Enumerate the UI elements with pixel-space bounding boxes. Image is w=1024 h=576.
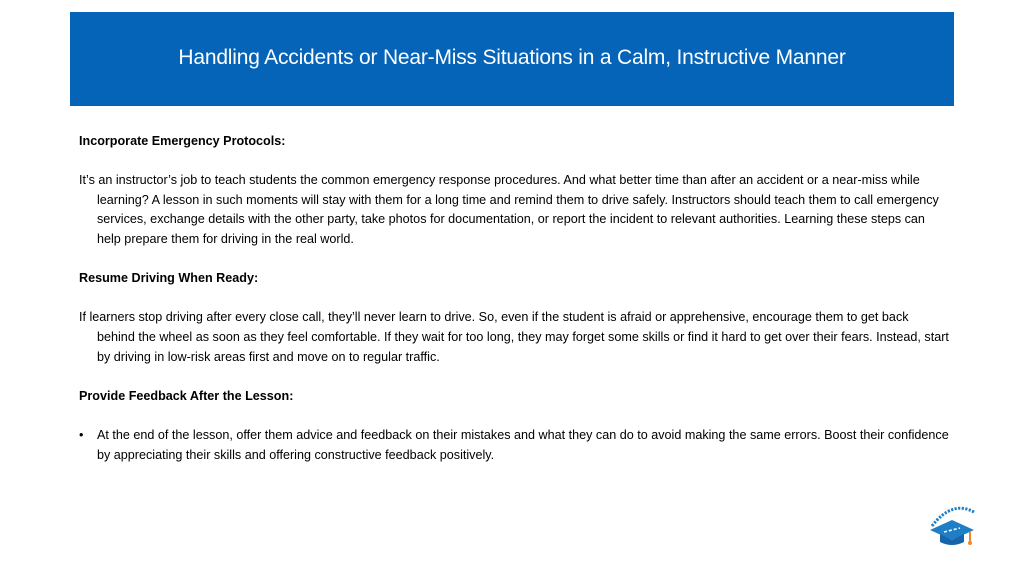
slide-title: Handling Accidents or Near-Miss Situations in a Calm, Instructive Manner	[178, 46, 846, 69]
title-banner	[70, 12, 954, 106]
slide-content	[79, 132, 949, 465]
list-item	[79, 426, 949, 465]
section-heading-emergency: Incorporate Emergency Protocols:	[79, 134, 286, 148]
section-heading-feedback: Provide Feedback After the Lesson:	[79, 388, 294, 403]
bullet-text: At the end of the lesson, offer them advice and feedback on their mistakes and what they can do to avoid making the same errors. Boost their confidence by appreciating their skills and offering constructive feedback positively.	[97, 427, 949, 462]
bullet-icon: •	[79, 427, 84, 442]
section-heading-resume: Resume Driving When Ready:	[79, 271, 259, 286]
graduation-cap-logo-icon	[926, 502, 978, 550]
section-paragraph-emergency: It’s an instructor’s job to teach students the common emergency response procedures. And what better time than after an accident or a near-miss while learning? A lesson in such moments will stay with them for a long time and remind them to drive safely. Instructors should teach them to call emergency services, exchange details with the other party, take photos for documentation, or report the incident to relevant authorities. Learning these steps can help prepare them for driving in the real world.	[79, 173, 939, 246]
section-paragraph-resume: If learners stop driving after every close call, they’ll never learn to drive. So, even if the student is afraid or apprehensive, encourage them to get back behind the wheel as soon as they feel comfortable. If they wait for too long, they may forget some skills or find it hard to get over their fears. Instead, start by driving in low-risk areas first and move on to regular traffic.	[79, 310, 949, 364]
